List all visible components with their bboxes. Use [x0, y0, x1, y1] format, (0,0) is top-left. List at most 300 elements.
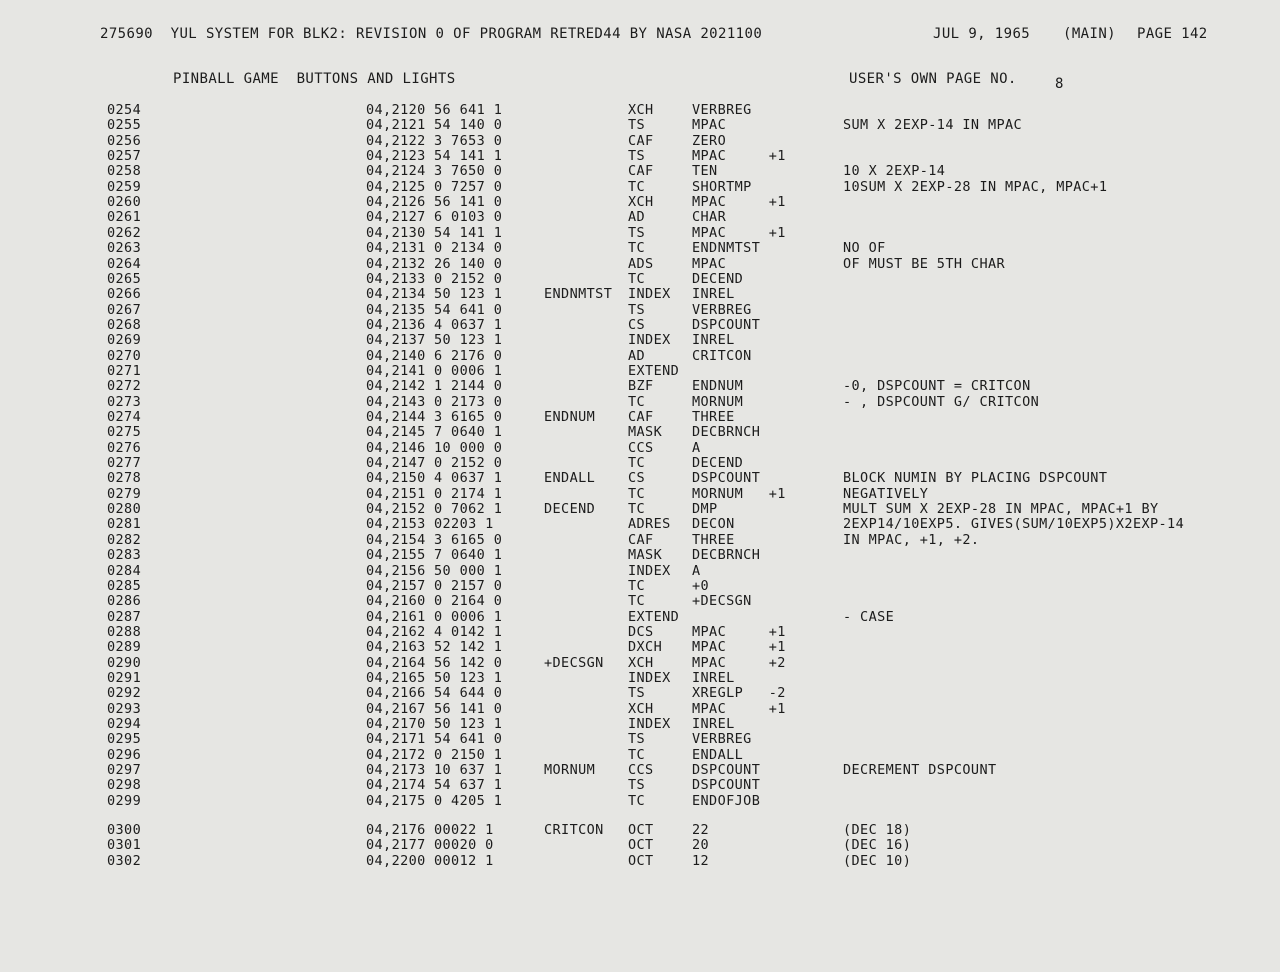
operand: MPAC +1 [692, 639, 786, 656]
octal-word: 0 2134 0 [434, 240, 503, 257]
comment: 2EXP14/10EXP5. GIVES(SUM/10EXP5)X2EXP-14 [843, 516, 1185, 533]
address: 04,2156 [366, 562, 426, 579]
address: 04,2161 [366, 608, 426, 625]
comment: (DEC 18) [843, 822, 912, 839]
label: DECEND [544, 501, 596, 518]
address: 04,2163 [366, 639, 426, 656]
octal-word: 50 123 1 [434, 669, 503, 686]
operand: ENDOFJOB [692, 792, 761, 809]
header-title: 275690 YUL SYSTEM FOR BLK2: REVISION 0 OF PROGRAM RETRED44 BY NASA 2021100 [100, 26, 763, 42]
opcode: ADS [628, 255, 654, 272]
opcode: XCH [628, 102, 654, 118]
opcode: XCH [628, 700, 654, 717]
address: 04,2130 [366, 224, 426, 241]
opcode: AD [628, 209, 646, 226]
opcode: OCT [628, 822, 654, 839]
octal-word: 4 0637 1 [434, 316, 503, 333]
address: 04,2173 [366, 762, 426, 779]
line-number: 0281 [107, 516, 142, 533]
operand: +0 [692, 577, 710, 594]
octal-word: 0 0006 1 [434, 608, 503, 625]
address: 04,2167 [366, 700, 426, 717]
address: 04,2136 [366, 316, 426, 333]
octal-word: 54 637 1 [434, 777, 503, 794]
opcode: CAF [628, 531, 654, 548]
address: 04,2160 [366, 593, 426, 610]
comment: NO OF [843, 240, 886, 257]
octal-word: 6 2176 0 [434, 347, 503, 364]
address: 04,2153 [366, 516, 426, 533]
octal-word: 0 2152 0 [434, 270, 503, 287]
operand: DECEND [692, 455, 744, 472]
operand: DMP [692, 501, 718, 518]
address: 04,2133 [366, 270, 426, 287]
opcode: INDEX [628, 332, 671, 349]
operand: DSPCOUNT [692, 316, 761, 333]
operand: 22 [692, 822, 710, 839]
address: 04,2123 [366, 148, 426, 165]
line-number: 0291 [107, 669, 142, 686]
operand: CHAR [692, 209, 727, 226]
line-number: 0254 [107, 102, 142, 118]
line-number: 0255 [107, 117, 142, 134]
listing-row [0, 640, 1280, 656]
operand: ZERO [692, 132, 727, 149]
comment: (DEC 16) [843, 837, 912, 854]
listing-row [0, 717, 1280, 733]
line-number: 0297 [107, 762, 142, 779]
line-number: 0261 [107, 209, 142, 226]
line-number: 0296 [107, 746, 142, 763]
operand: DECEND [692, 270, 744, 287]
label: +DECSGN [544, 654, 604, 671]
opcode: INDEX [628, 716, 671, 732]
label: MORNUM [544, 762, 596, 779]
operand: INREL [692, 332, 735, 349]
octal-word: 50 123 1 [434, 716, 503, 732]
operand: DECBRNCH [692, 424, 761, 441]
octal-word: 0 2152 0 [434, 455, 503, 472]
opcode: TS [628, 224, 646, 241]
listing-row [0, 594, 1280, 610]
line-number: 0268 [107, 316, 142, 333]
comment: DECREMENT DSPCOUNT [843, 762, 997, 779]
octal-word: 54 141 1 [434, 148, 503, 165]
listing-row [0, 195, 1280, 211]
address: 04,2166 [366, 685, 426, 702]
opcode: CAF [628, 409, 654, 425]
listing-row [0, 579, 1280, 595]
listing-row [0, 471, 1280, 487]
listing-row [0, 610, 1280, 626]
opcode: MASK [628, 424, 663, 441]
line-number: 0275 [107, 424, 142, 441]
listing-row [0, 517, 1280, 533]
address: 04,2170 [366, 716, 426, 732]
address: 04,2157 [366, 577, 426, 594]
listing-row [0, 564, 1280, 580]
opcode: INDEX [628, 562, 671, 579]
address: 04,2140 [366, 347, 426, 364]
line-number: 0286 [107, 593, 142, 610]
listing-row [0, 164, 1280, 180]
listing-row [0, 656, 1280, 672]
octal-word: 4 0142 1 [434, 623, 503, 640]
comment: MULT SUM X 2EXP-28 IN MPAC, MPAC+1 BY [843, 501, 1159, 518]
opcode: CS [628, 470, 646, 487]
operand: ENDNUM [692, 378, 744, 395]
opcode: EXTEND [628, 608, 680, 625]
listing-row [0, 671, 1280, 687]
line-number: 0258 [107, 163, 142, 180]
address: 04,2176 [366, 822, 426, 839]
header-date: JUL 9, 1965 [933, 26, 1031, 42]
octal-word: 56 641 1 [434, 102, 503, 118]
listing-row [0, 748, 1280, 764]
line-number: 0271 [107, 362, 142, 379]
line-number: 0284 [107, 562, 142, 579]
listing-row [0, 149, 1280, 165]
opcode: DCS [628, 623, 654, 640]
line-number: 0274 [107, 409, 142, 425]
line-number: 0295 [107, 731, 142, 748]
comment: 10 X 2EXP-14 [843, 163, 946, 180]
octal-word: 3 6165 0 [434, 531, 503, 548]
address: 04,2175 [366, 792, 426, 809]
octal-word: 00012 1 [434, 852, 494, 869]
opcode: TC [628, 746, 646, 763]
address: 04,2144 [366, 409, 426, 425]
line-number: 0285 [107, 577, 142, 594]
opcode: OCT [628, 852, 654, 869]
line-number: 0262 [107, 224, 142, 241]
octal-word: 50 000 1 [434, 562, 503, 579]
line-number: 0263 [107, 240, 142, 257]
opcode: TC [628, 593, 646, 610]
operand: DECON [692, 516, 735, 533]
line-number: 0299 [107, 792, 142, 809]
operand: DSPCOUNT [692, 470, 761, 487]
comment: OF MUST BE 5TH CHAR [843, 255, 1006, 272]
line-number: 0267 [107, 301, 142, 318]
operand: DECBRNCH [692, 547, 761, 564]
operand: TEN [692, 163, 718, 180]
address: 04,2150 [366, 470, 426, 487]
operand: THREE [692, 531, 735, 548]
users-page-number: 8 [1055, 76, 1064, 92]
header-page: PAGE 142 [1137, 26, 1208, 42]
octal-word: 50 123 1 [434, 286, 503, 303]
listing-row [0, 625, 1280, 641]
opcode: TC [628, 485, 646, 502]
listing-row [0, 487, 1280, 503]
opcode: CAF [628, 163, 654, 180]
operand: MPAC +1 [692, 700, 786, 717]
address: 04,2132 [366, 255, 426, 272]
section-title: PINBALL GAME BUTTONS AND LIGHTS [173, 71, 456, 87]
address: 04,2152 [366, 501, 426, 518]
octal-word: 54 641 0 [434, 731, 503, 748]
listing-row [0, 763, 1280, 779]
opcode: TC [628, 792, 646, 809]
operand: VERBREG [692, 102, 752, 118]
octal-word: 3 7650 0 [434, 163, 503, 180]
comment: IN MPAC, +1, +2. [843, 531, 980, 548]
comment: NEGATIVELY [843, 485, 929, 502]
listing-row [0, 778, 1280, 794]
octal-word: 3 7653 0 [434, 132, 503, 149]
listing-row [0, 794, 1280, 810]
operand: ENDNMTST [692, 240, 761, 257]
address: 04,2135 [366, 301, 426, 318]
line-number: 0277 [107, 455, 142, 472]
opcode: XCH [628, 654, 654, 671]
line-number: 0301 [107, 837, 142, 854]
line-number: 0264 [107, 255, 142, 272]
listing-row [0, 548, 1280, 564]
listing-row [0, 287, 1280, 303]
address: 04,2146 [366, 439, 426, 456]
address: 04,2154 [366, 531, 426, 548]
octal-word: 0 2157 0 [434, 577, 503, 594]
listing-row [0, 533, 1280, 549]
opcode: TC [628, 240, 646, 257]
line-number: 0282 [107, 531, 142, 548]
address: 04,2174 [366, 777, 426, 794]
opcode: TS [628, 685, 646, 702]
operand: MPAC [692, 255, 727, 272]
octal-word: 0 2150 1 [434, 746, 503, 763]
operand: MPAC +1 [692, 194, 786, 211]
operand: MORNUM [692, 393, 744, 410]
opcode: DXCH [628, 639, 663, 656]
octal-word: 1 2144 0 [434, 378, 503, 395]
line-number: 0292 [107, 685, 142, 702]
listing-row [0, 395, 1280, 411]
line-number: 0293 [107, 700, 142, 717]
listing-row [0, 349, 1280, 365]
listing-row [0, 180, 1280, 196]
operand: 20 [692, 837, 710, 854]
listing-row [0, 318, 1280, 334]
address: 04,2125 [366, 178, 426, 195]
operand: 12 [692, 852, 710, 869]
address: 04,2165 [366, 669, 426, 686]
comment: -0, DSPCOUNT = CRITCON [843, 378, 1031, 395]
octal-word: 6 0103 0 [434, 209, 503, 226]
listing-row [0, 257, 1280, 273]
listing-row [0, 303, 1280, 319]
octal-word: 26 140 0 [434, 255, 503, 272]
opcode: INDEX [628, 286, 671, 303]
address: 04,2171 [366, 731, 426, 748]
octal-word: 0 7062 1 [434, 501, 503, 518]
operand: INREL [692, 286, 735, 303]
line-number: 0279 [107, 485, 142, 502]
line-number: 0265 [107, 270, 142, 287]
operand: MPAC +1 [692, 623, 786, 640]
opcode: CS [628, 316, 646, 333]
line-number: 0259 [107, 178, 142, 195]
operand: MPAC +1 [692, 148, 786, 165]
header-main: (MAIN) [1063, 26, 1116, 42]
octal-word: 0 0006 1 [434, 362, 503, 379]
opcode: CAF [628, 132, 654, 149]
listing-row [0, 210, 1280, 226]
line-number: 0300 [107, 822, 142, 839]
operand: MPAC +2 [692, 654, 786, 671]
operand: +DECSGN [692, 593, 752, 610]
opcode: TS [628, 777, 646, 794]
listing-row [0, 732, 1280, 748]
address: 04,2126 [366, 194, 426, 211]
line-number: 0266 [107, 286, 142, 303]
listing-row [0, 838, 1280, 854]
listing-row [0, 441, 1280, 457]
address: 04,2147 [366, 455, 426, 472]
line-number: 0269 [107, 332, 142, 349]
operand: SHORTMP [692, 178, 752, 195]
line-number: 0270 [107, 347, 142, 364]
address: 04,2127 [366, 209, 426, 226]
operand: MORNUM +1 [692, 485, 786, 502]
listing-row [0, 241, 1280, 257]
opcode: TS [628, 301, 646, 318]
listing-row [0, 410, 1280, 426]
listing-row [0, 502, 1280, 518]
address: 04,2142 [366, 378, 426, 395]
listing-row [0, 686, 1280, 702]
operand: MPAC [692, 117, 727, 134]
octal-word: 10 637 1 [434, 762, 503, 779]
octal-word: 10 000 0 [434, 439, 503, 456]
opcode: ADRES [628, 516, 671, 533]
opcode: MASK [628, 547, 663, 564]
octal-word: 7 0640 1 [434, 424, 503, 441]
address: 04,2177 [366, 837, 426, 854]
operand: A [692, 562, 701, 579]
octal-word: 54 641 0 [434, 301, 503, 318]
opcode: CCS [628, 762, 654, 779]
users-page-label: USER'S OWN PAGE NO. [849, 71, 1017, 87]
address: 04,2162 [366, 623, 426, 640]
octal-word: 56 142 0 [434, 654, 503, 671]
operand: VERBREG [692, 301, 752, 318]
operand: INREL [692, 716, 735, 732]
comment: (DEC 10) [843, 852, 912, 869]
octal-word: 3 6165 0 [434, 409, 503, 425]
address: 04,2143 [366, 393, 426, 410]
opcode: BZF [628, 378, 654, 395]
line-number: 0294 [107, 716, 142, 732]
opcode: TC [628, 270, 646, 287]
line-number: 0283 [107, 547, 142, 564]
octal-word: 56 141 0 [434, 700, 503, 717]
address: 04,2141 [366, 362, 426, 379]
address: 04,2120 [366, 102, 426, 118]
address: 04,2122 [366, 132, 426, 149]
octal-word: 56 141 0 [434, 194, 503, 211]
octal-word: 54 140 0 [434, 117, 503, 134]
opcode: TS [628, 117, 646, 134]
address: 04,2145 [366, 424, 426, 441]
octal-word: 00020 0 [434, 837, 494, 854]
octal-word: 54 141 1 [434, 224, 503, 241]
listing-row [0, 333, 1280, 349]
opcode: TS [628, 731, 646, 748]
listing-row [0, 702, 1280, 718]
octal-word: 50 123 1 [434, 332, 503, 349]
octal-word: 0 2174 1 [434, 485, 503, 502]
line-number: 0302 [107, 852, 142, 869]
opcode: TS [628, 148, 646, 165]
operand: DSPCOUNT [692, 762, 761, 779]
listing-row [0, 103, 1280, 119]
listing-row [0, 456, 1280, 472]
line-number: 0298 [107, 777, 142, 794]
operand: THREE [692, 409, 735, 425]
operand: VERBREG [692, 731, 752, 748]
address: 04,2134 [366, 286, 426, 303]
line-number: 0272 [107, 378, 142, 395]
listing-row [0, 425, 1280, 441]
octal-word: 0 4205 1 [434, 792, 503, 809]
line-number: 0287 [107, 608, 142, 625]
opcode: OCT [628, 837, 654, 854]
label: ENDALL [544, 470, 596, 487]
operand: CRITCON [692, 347, 752, 364]
line-number: 0257 [107, 148, 142, 165]
line-number: 0256 [107, 132, 142, 149]
octal-word: 54 644 0 [434, 685, 503, 702]
octal-word: 0 7257 0 [434, 178, 503, 195]
opcode: TC [628, 178, 646, 195]
comment: BLOCK NUMIN BY PLACING DSPCOUNT [843, 470, 1108, 487]
address: 04,2155 [366, 547, 426, 564]
operand: MPAC +1 [692, 224, 786, 241]
address: 04,2200 [366, 852, 426, 869]
label: ENDNMTST [544, 286, 613, 303]
comment: SUM X 2EXP-14 IN MPAC [843, 117, 1023, 134]
operand: DSPCOUNT [692, 777, 761, 794]
listing-row [0, 823, 1280, 839]
opcode: EXTEND [628, 362, 680, 379]
octal-word: 0 2173 0 [434, 393, 503, 410]
line-number: 0273 [107, 393, 142, 410]
listing-row [0, 854, 1280, 870]
octal-word: 02203 1 [434, 516, 494, 533]
octal-word: 4 0637 1 [434, 470, 503, 487]
listing-row [0, 272, 1280, 288]
listing-row [0, 118, 1280, 134]
line-number: 0260 [107, 194, 142, 211]
opcode: TC [628, 393, 646, 410]
octal-word: 52 142 1 [434, 639, 503, 656]
line-number: 0278 [107, 470, 142, 487]
line-number: 0280 [107, 501, 142, 518]
operand: INREL [692, 669, 735, 686]
line-number: 0276 [107, 439, 142, 456]
line-number: 0290 [107, 654, 142, 671]
comment: 10SUM X 2EXP-28 IN MPAC, MPAC+1 [843, 178, 1108, 195]
octal-word: 7 0640 1 [434, 547, 503, 564]
address: 04,2164 [366, 654, 426, 671]
line-number: 0288 [107, 623, 142, 640]
comment: - CASE [843, 608, 895, 625]
label: ENDNUM [544, 409, 596, 425]
address: 04,2124 [366, 163, 426, 180]
operand: XREGLP -2 [692, 685, 786, 702]
